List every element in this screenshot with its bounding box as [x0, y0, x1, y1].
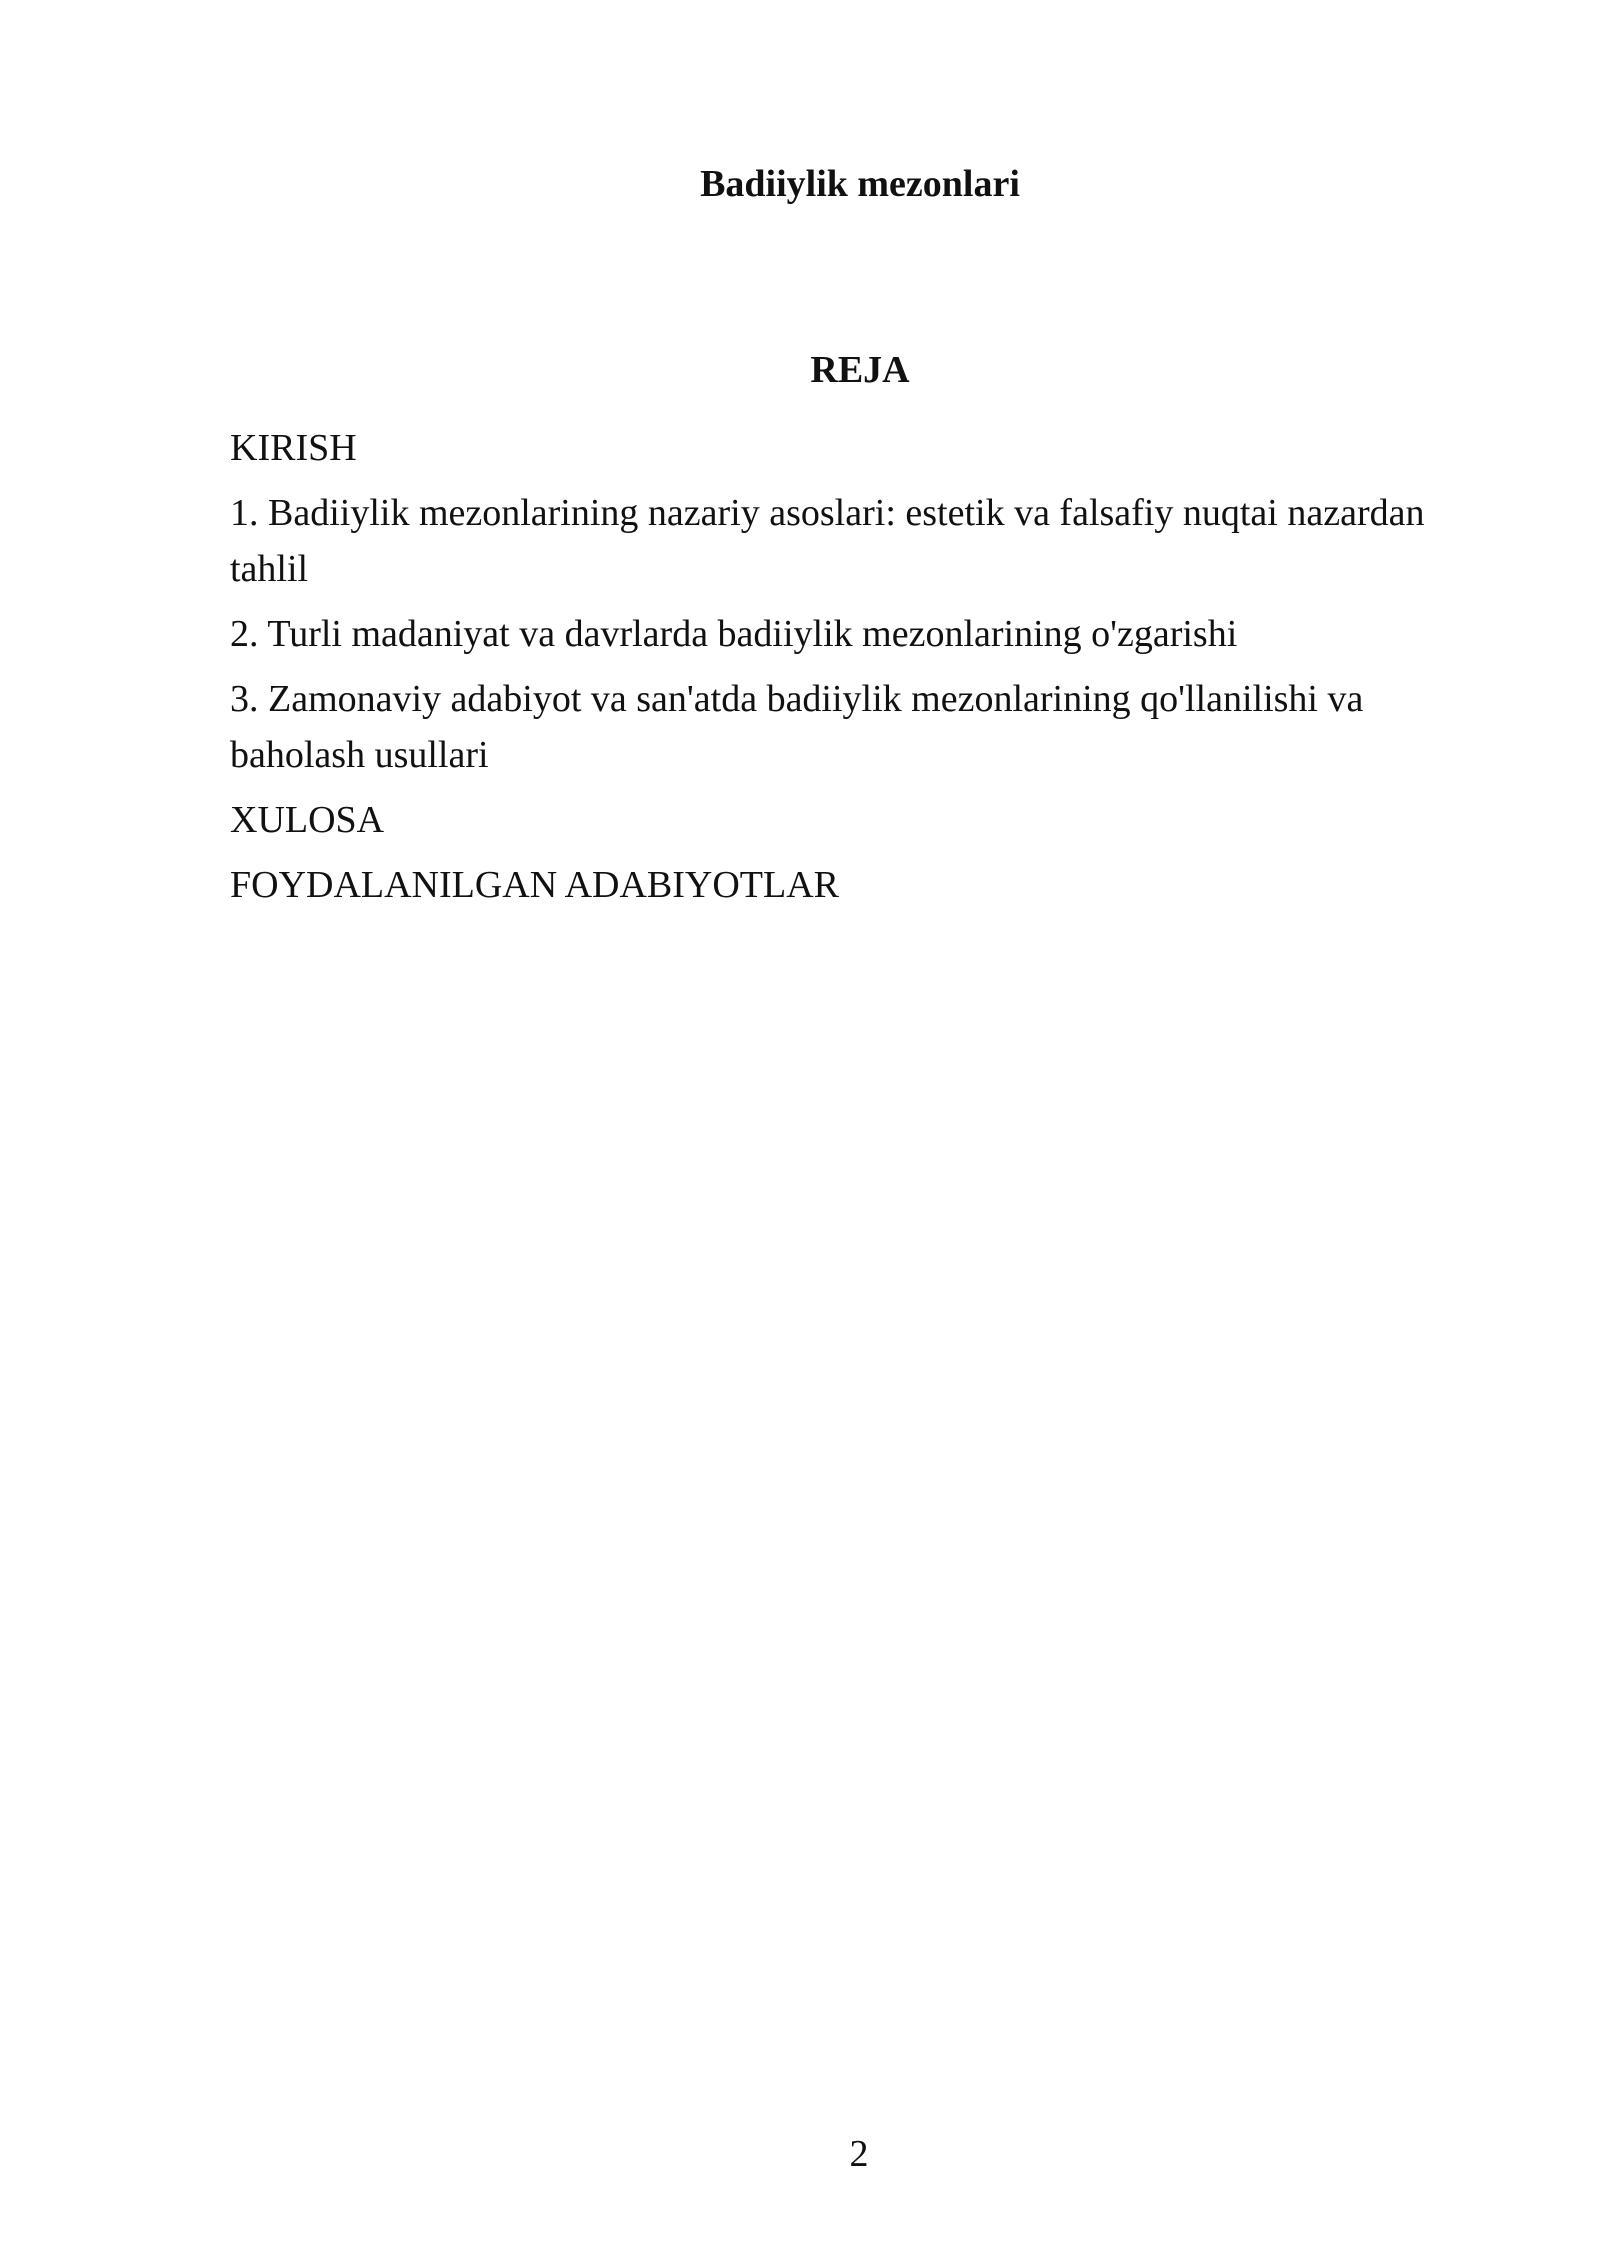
title-block — [230, 160, 1490, 208]
page-number: 2 — [849, 2133, 869, 2175]
plan-heading-block — [230, 346, 1490, 394]
plan-list — [230, 420, 1470, 922]
plan-item-chapter-1: 1. Badiiylik mezonlarining nazariy asoslari: estetik va falsafiy nuqtai nazardan tahlil — [230, 492, 1425, 590]
plan-item-chapter-3: 3. Zamonaviy adabiyot va san'atda badiiylik mezonlarining qo'llanilishi va baholash usullari — [230, 678, 1364, 776]
plan-heading: REJA — [810, 349, 910, 391]
plan-item-conclusion: XULOSA — [230, 799, 385, 841]
document-title: Badiiylik mezonlari — [700, 163, 1020, 205]
plan-item-chapter-2: 2. Turli madaniyat va davrlarda badiiylik mezonlarining o'zgarishi — [230, 613, 1238, 655]
plan-item-references: FOYDALANILGAN ADABIYOTLAR — [230, 864, 840, 906]
plan-item-introduction: KIRISH — [230, 427, 357, 469]
